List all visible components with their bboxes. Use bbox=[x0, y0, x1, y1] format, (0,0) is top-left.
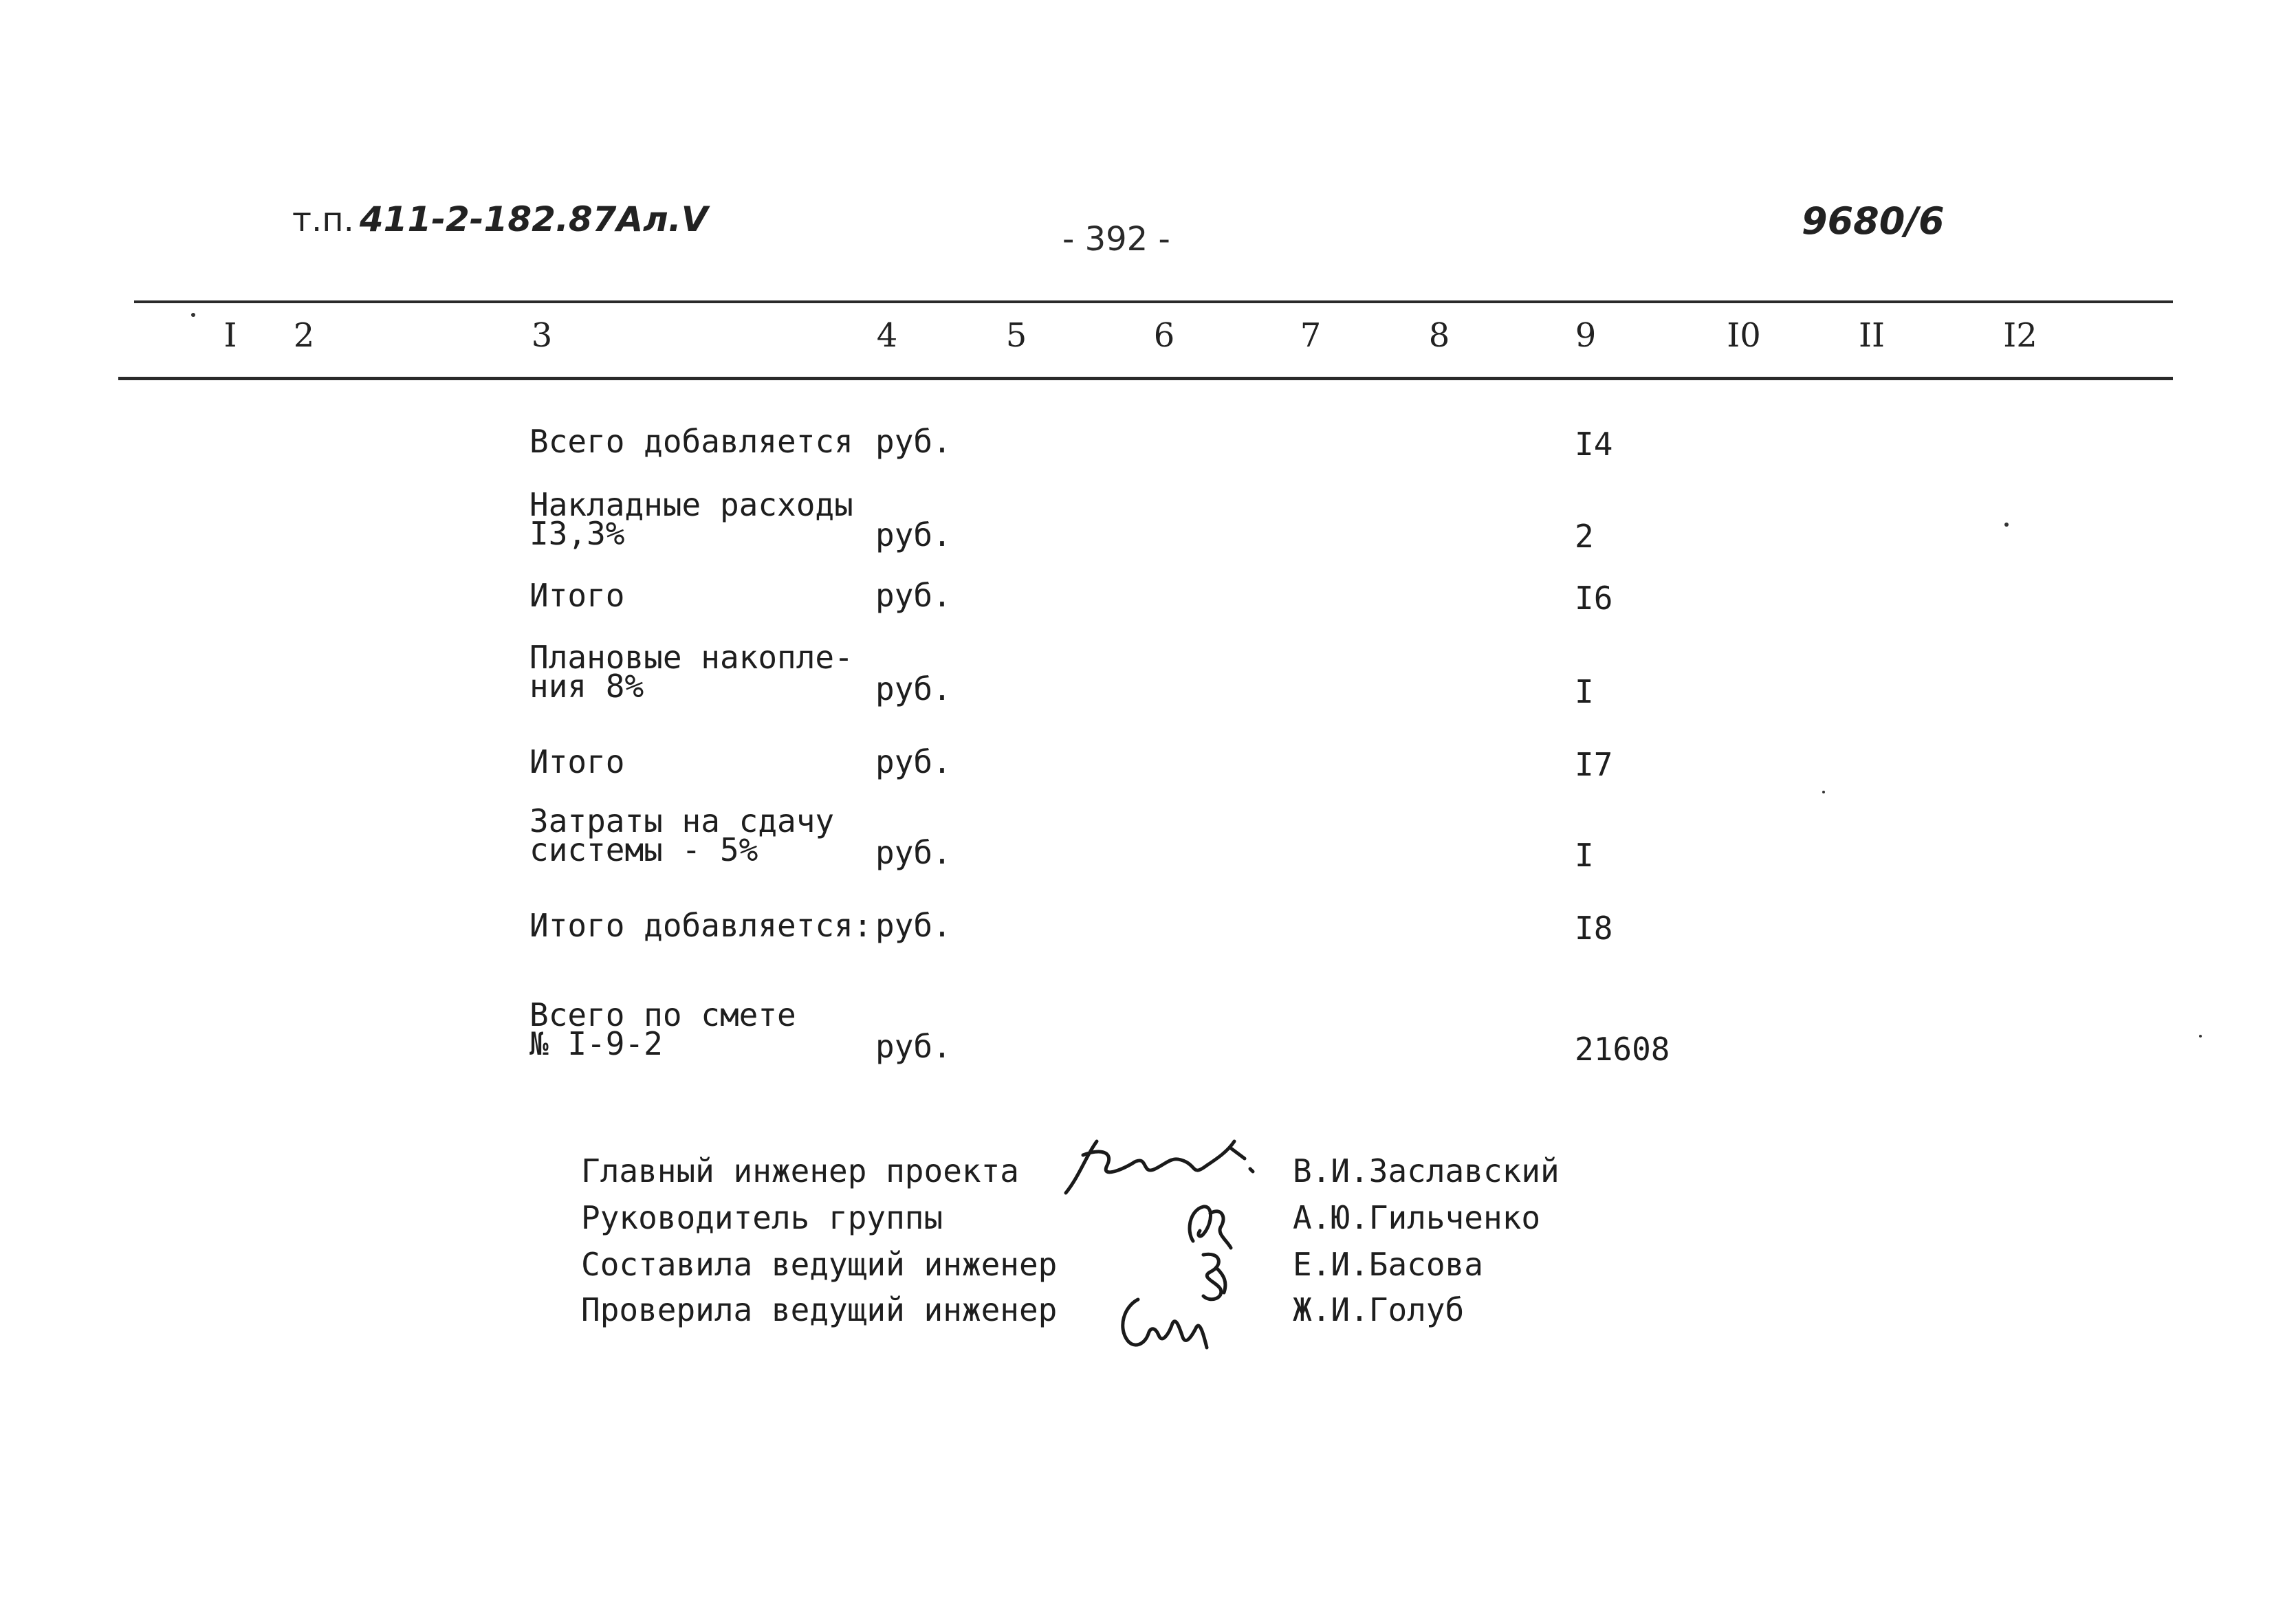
project-code bbox=[292, 199, 708, 239]
row-5-unit: руб. bbox=[875, 743, 952, 780]
row-4-value: I bbox=[1575, 673, 1594, 710]
column-header-7: 7 bbox=[1300, 316, 1322, 355]
row-1-value: I4 bbox=[1575, 426, 1613, 463]
signer-4-role: Проверила ведущий инженер bbox=[581, 1291, 1058, 1328]
row-8-desc-line1: Всего по смете bbox=[529, 996, 796, 1033]
scan-speck bbox=[2004, 523, 2009, 527]
column-header-8: 8 bbox=[1428, 316, 1450, 355]
row-2-desc-line1: Накладные расходы bbox=[529, 486, 853, 523]
row-8-desc-line2: № I-9-2 bbox=[529, 1025, 663, 1062]
row-3-value: I6 bbox=[1575, 580, 1613, 617]
row-7-value: I8 bbox=[1575, 910, 1613, 947]
scan-speck bbox=[2199, 1035, 2202, 1038]
page-number: - 392 - bbox=[1062, 220, 1170, 259]
row-6-unit: руб. bbox=[875, 834, 952, 871]
column-header-6: 6 bbox=[1153, 316, 1175, 355]
row-7-unit: руб. bbox=[875, 907, 952, 944]
signer-3-role: Составила ведущий инженер bbox=[581, 1246, 1058, 1283]
row-6-value: I bbox=[1575, 837, 1594, 874]
column-header-1: I bbox=[223, 316, 237, 355]
row-6-desc-line1: Затраты на сдачу bbox=[529, 802, 835, 840]
column-header-4: 4 bbox=[876, 316, 898, 355]
row-3-desc: Итого bbox=[529, 577, 625, 614]
signer-4-name: Ж.И.Голуб bbox=[1293, 1291, 1465, 1328]
row-8-value: 21608 bbox=[1575, 1031, 1670, 1068]
row-4-desc-line2: ния 8% bbox=[529, 668, 644, 705]
row-5-desc: Итого bbox=[529, 743, 625, 780]
column-header-3: 3 bbox=[531, 316, 553, 355]
header-rule-bottom bbox=[118, 377, 2173, 380]
row-4-desc-line1: Плановые накопле- bbox=[529, 639, 853, 676]
row-4-unit: руб. bbox=[875, 670, 952, 707]
row-5-value: I7 bbox=[1575, 746, 1613, 783]
column-header-5: 5 bbox=[1005, 316, 1027, 355]
document-number: 9680/6 bbox=[1802, 199, 1945, 243]
row-1-unit: руб. bbox=[875, 423, 952, 460]
tp-label: т.п. bbox=[292, 201, 354, 239]
project-code-text: 411-2-182.87Ал.V bbox=[359, 199, 708, 239]
signer-3-name: Е.И.Басова bbox=[1293, 1246, 1483, 1283]
signer-1-role: Главный инженер проекта bbox=[581, 1152, 1019, 1189]
scan-speck bbox=[191, 313, 195, 317]
signature-4-scribble bbox=[1111, 1286, 1221, 1361]
signature-1-scribble bbox=[1059, 1128, 1258, 1203]
row-2-desc-line2: I3,3% bbox=[529, 515, 625, 552]
column-header-11: II bbox=[1859, 316, 1885, 355]
row-1-desc: Всего добавляется bbox=[529, 423, 853, 460]
column-header-12: I2 bbox=[2003, 316, 2037, 355]
row-2-unit: руб. bbox=[875, 516, 952, 553]
row-3-unit: руб. bbox=[875, 577, 952, 614]
row-2-value: 2 bbox=[1575, 518, 1594, 555]
column-header-2: 2 bbox=[293, 316, 315, 355]
header-rule-top bbox=[134, 300, 2173, 303]
column-header-9: 9 bbox=[1575, 316, 1597, 355]
row-8-unit: руб. bbox=[875, 1028, 952, 1065]
signer-2-name: А.Ю.Гильченко bbox=[1293, 1199, 1541, 1236]
signer-2-role: Руководитель группы bbox=[581, 1199, 943, 1236]
signer-1-name: В.И.Заславский bbox=[1293, 1152, 1560, 1189]
row-7-desc: Итого добавляется: bbox=[529, 907, 873, 944]
scan-speck bbox=[1822, 791, 1825, 793]
row-6-desc-line2: системы - 5% bbox=[529, 831, 758, 868]
column-header-10: I0 bbox=[1727, 316, 1761, 355]
